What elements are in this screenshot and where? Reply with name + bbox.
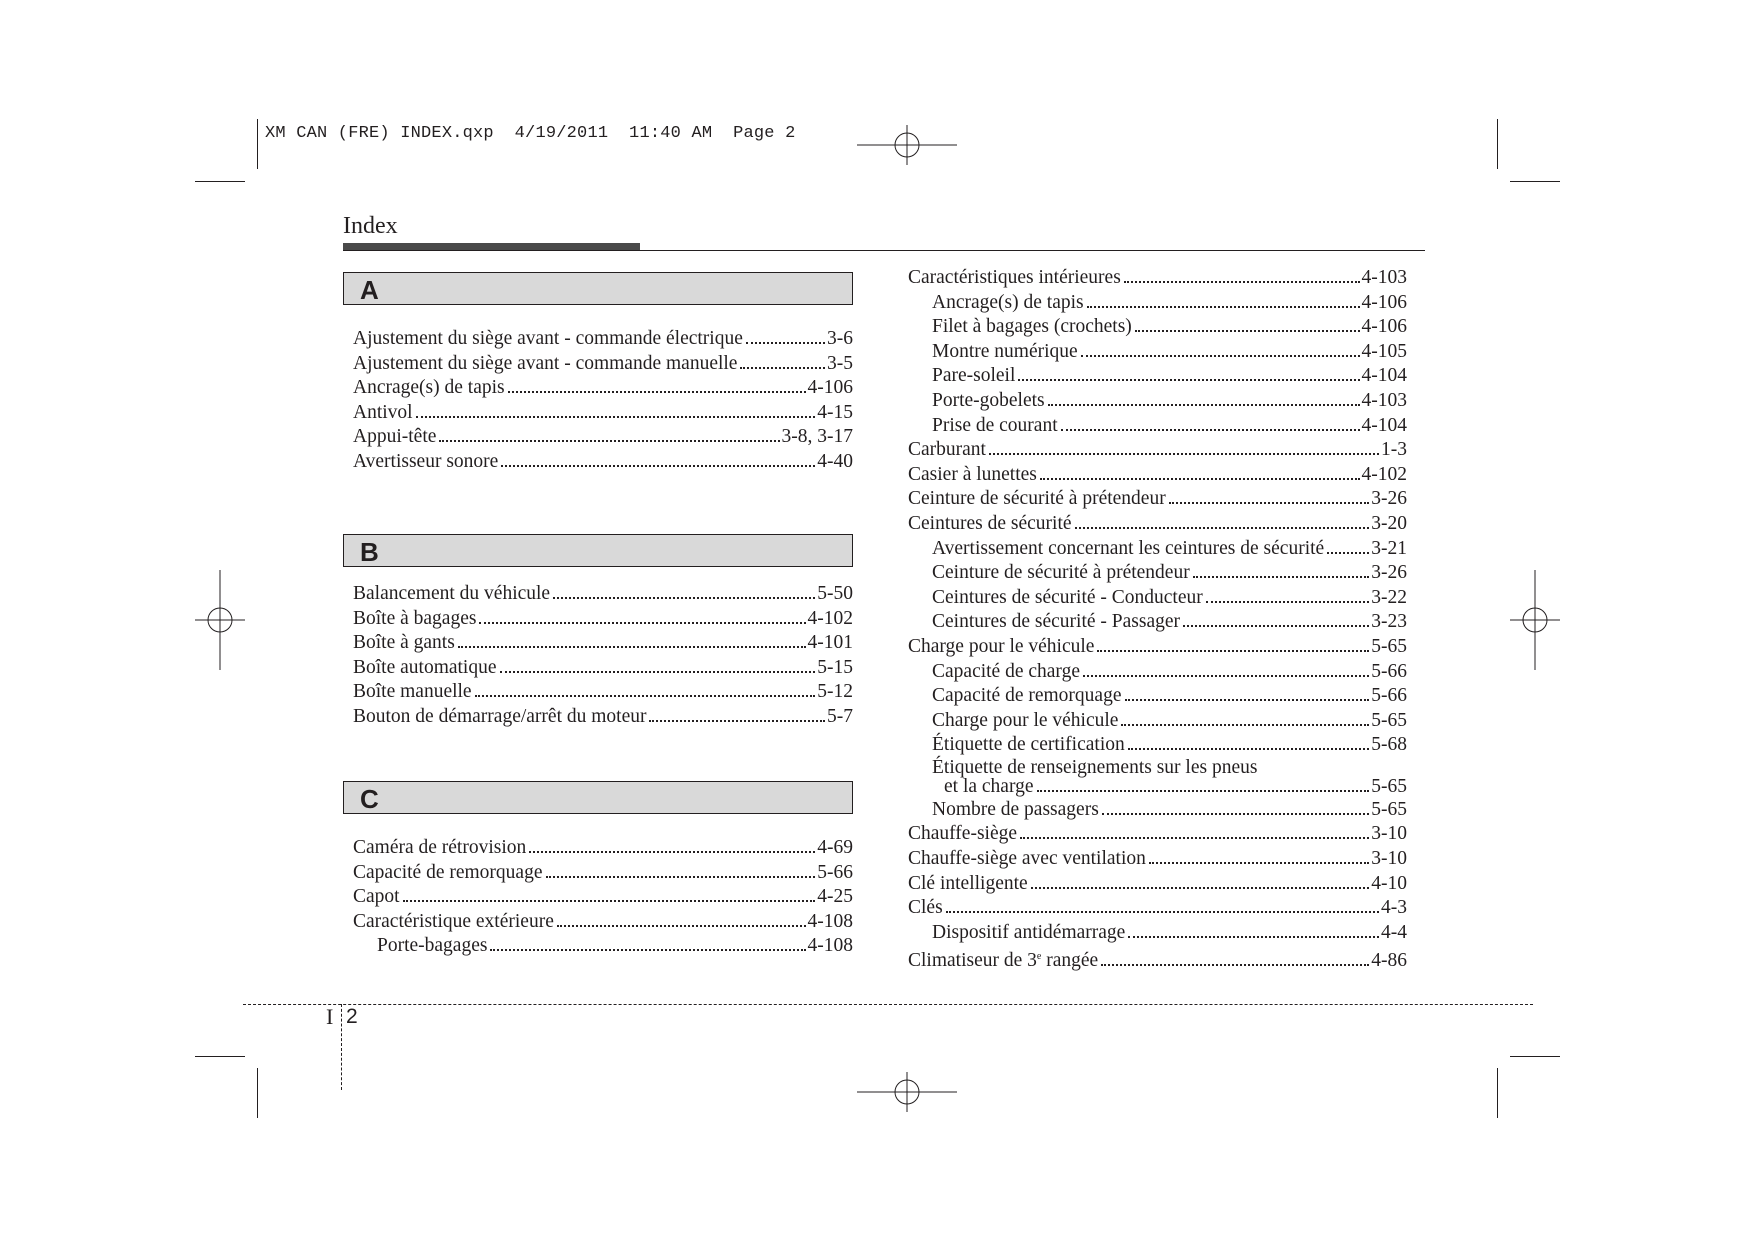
index-subentry: Prise de courant 4-104 <box>932 414 1407 436</box>
index-subentry: Capacité de charge 5-66 <box>932 660 1407 682</box>
index-entry: Casier à lunettes 4-102 <box>908 463 1407 485</box>
index-entry: Capot 4-25 <box>353 886 853 908</box>
index-entry: Ajustement du siège avant - commande électrique 3-6 <box>353 328 853 349</box>
index-list-c <box>353 836 853 959</box>
index-entry: Bouton de démarrage/arrêt du moteur 5-7 <box>353 705 853 727</box>
index-list-b <box>353 582 853 730</box>
section-header-a <box>343 272 853 305</box>
index-subentry: Charge pour le véhicule 5-65 <box>932 709 1407 731</box>
index-subentry: Pare-soleil 4-104 <box>932 365 1407 387</box>
crop-mark <box>195 181 245 182</box>
index-subentry: Ancrage(s) de tapis 4-106 <box>932 291 1407 313</box>
index-subentry: Ceinture de sécurité à prétendeur 3-26 <box>932 562 1407 584</box>
crop-mark <box>1497 119 1498 169</box>
crop-mark <box>257 119 258 169</box>
index-entry: Avertisseur sonore 4-40 <box>353 450 853 472</box>
index-entry: Ceinture de sécurité à prétendeur 3-26 <box>908 488 1407 510</box>
registration-mark-icon <box>857 1072 957 1112</box>
footer-rule <box>243 1004 1533 1005</box>
index-list-a <box>353 327 853 475</box>
section-header-b <box>343 534 853 567</box>
index-entry: Chauffe-siège avec ventilation 3-10 <box>908 848 1407 870</box>
index-entry: Caractéristiques intérieures 4-103 <box>908 267 1407 288</box>
index-entry: Charge pour le véhicule 5-65 <box>908 635 1407 657</box>
index-entry-line2: et la charge 5-65 <box>944 775 1407 797</box>
index-subentry: Filet à bagages (crochets) 4-106 <box>932 316 1407 338</box>
section-letter: A <box>360 275 379 305</box>
section-header-c <box>343 781 853 814</box>
registration-mark-icon <box>195 570 245 670</box>
crop-mark <box>1497 1068 1498 1118</box>
index-subentry <box>908 758 1407 798</box>
index-subentry: Montre numérique 4-105 <box>932 340 1407 362</box>
index-entry: Caractéristique extérieure 4-108 <box>353 910 853 932</box>
index-entry-line1: Étiquette de renseignements sur les pneus <box>932 756 1258 778</box>
index-entry: Clé intelligente 4-10 <box>908 872 1407 894</box>
page-number: 2 <box>346 1005 358 1028</box>
section-marker: I <box>326 1004 334 1029</box>
index-entry: Ancrage(s) de tapis 4-106 <box>353 377 853 399</box>
section-letter: B <box>360 537 379 567</box>
index-entry: Ceintures de sécurité 3-20 <box>908 512 1407 534</box>
index-subentry: Ceintures de sécurité - Conducteur 3-22 <box>932 586 1407 608</box>
index-entry: Boîte à bagages 4-102 <box>353 607 853 629</box>
index-subentry: Porte-gobelets 4-103 <box>932 389 1407 411</box>
index-subentry: Dispositif antidémarrage 4-4 <box>932 921 1407 943</box>
index-entry: Chauffe-siège 3-10 <box>908 823 1407 845</box>
index-entry: Carburant 1-3 <box>908 439 1407 461</box>
footer-divider <box>341 1004 342 1090</box>
index-subentry: Étiquette de certification 5-68 <box>932 734 1407 756</box>
index-list-right <box>908 266 1407 970</box>
page-title: Index <box>343 213 398 239</box>
index-entry: Boîte manuelle 5-12 <box>353 681 853 703</box>
file-slug: XM CAN (FRE) INDEX.qxp 4/19/2011 11:40 AM Page 2 <box>265 124 796 143</box>
index-subentry: Nombre de passagers 5-65 <box>932 798 1407 820</box>
section-letter: C <box>360 784 379 814</box>
index-subentry: Porte-bagages 4-108 <box>377 935 853 957</box>
index-subentry: Ceintures de sécurité - Passager 3-23 <box>932 611 1407 633</box>
crop-mark <box>257 1068 258 1118</box>
index-entry: Antivol 4-15 <box>353 401 853 423</box>
crop-mark <box>195 1056 245 1057</box>
index-entry: Climatiseur de 3e rangée 4-86 <box>908 950 1407 972</box>
index-entry: Boîte à gants 4-101 <box>353 632 853 654</box>
index-entry: Appui-tête 3-8, 3-17 <box>353 426 853 448</box>
index-entry: Capacité de remorquage 5-66 <box>353 861 853 883</box>
header-rule <box>343 250 1425 251</box>
index-subentry: Avertissement concernant les ceintures de sécurité 3-21 <box>932 537 1407 559</box>
registration-mark-icon <box>1510 570 1560 670</box>
registration-mark-icon <box>857 125 957 165</box>
crop-mark <box>1510 1056 1560 1057</box>
index-entry: Caméra de rétrovision 4-69 <box>353 837 853 858</box>
index-entry: Balancement du véhicule 5-50 <box>353 583 853 604</box>
index-entry: Clés 4-3 <box>908 897 1407 919</box>
index-entry: Boîte automatique 5-15 <box>353 656 853 678</box>
index-entry: Ajustement du siège avant - commande manuelle 3-5 <box>353 352 853 374</box>
index-subentry: Capacité de remorquage 5-66 <box>932 685 1407 707</box>
crop-mark <box>1510 181 1560 182</box>
